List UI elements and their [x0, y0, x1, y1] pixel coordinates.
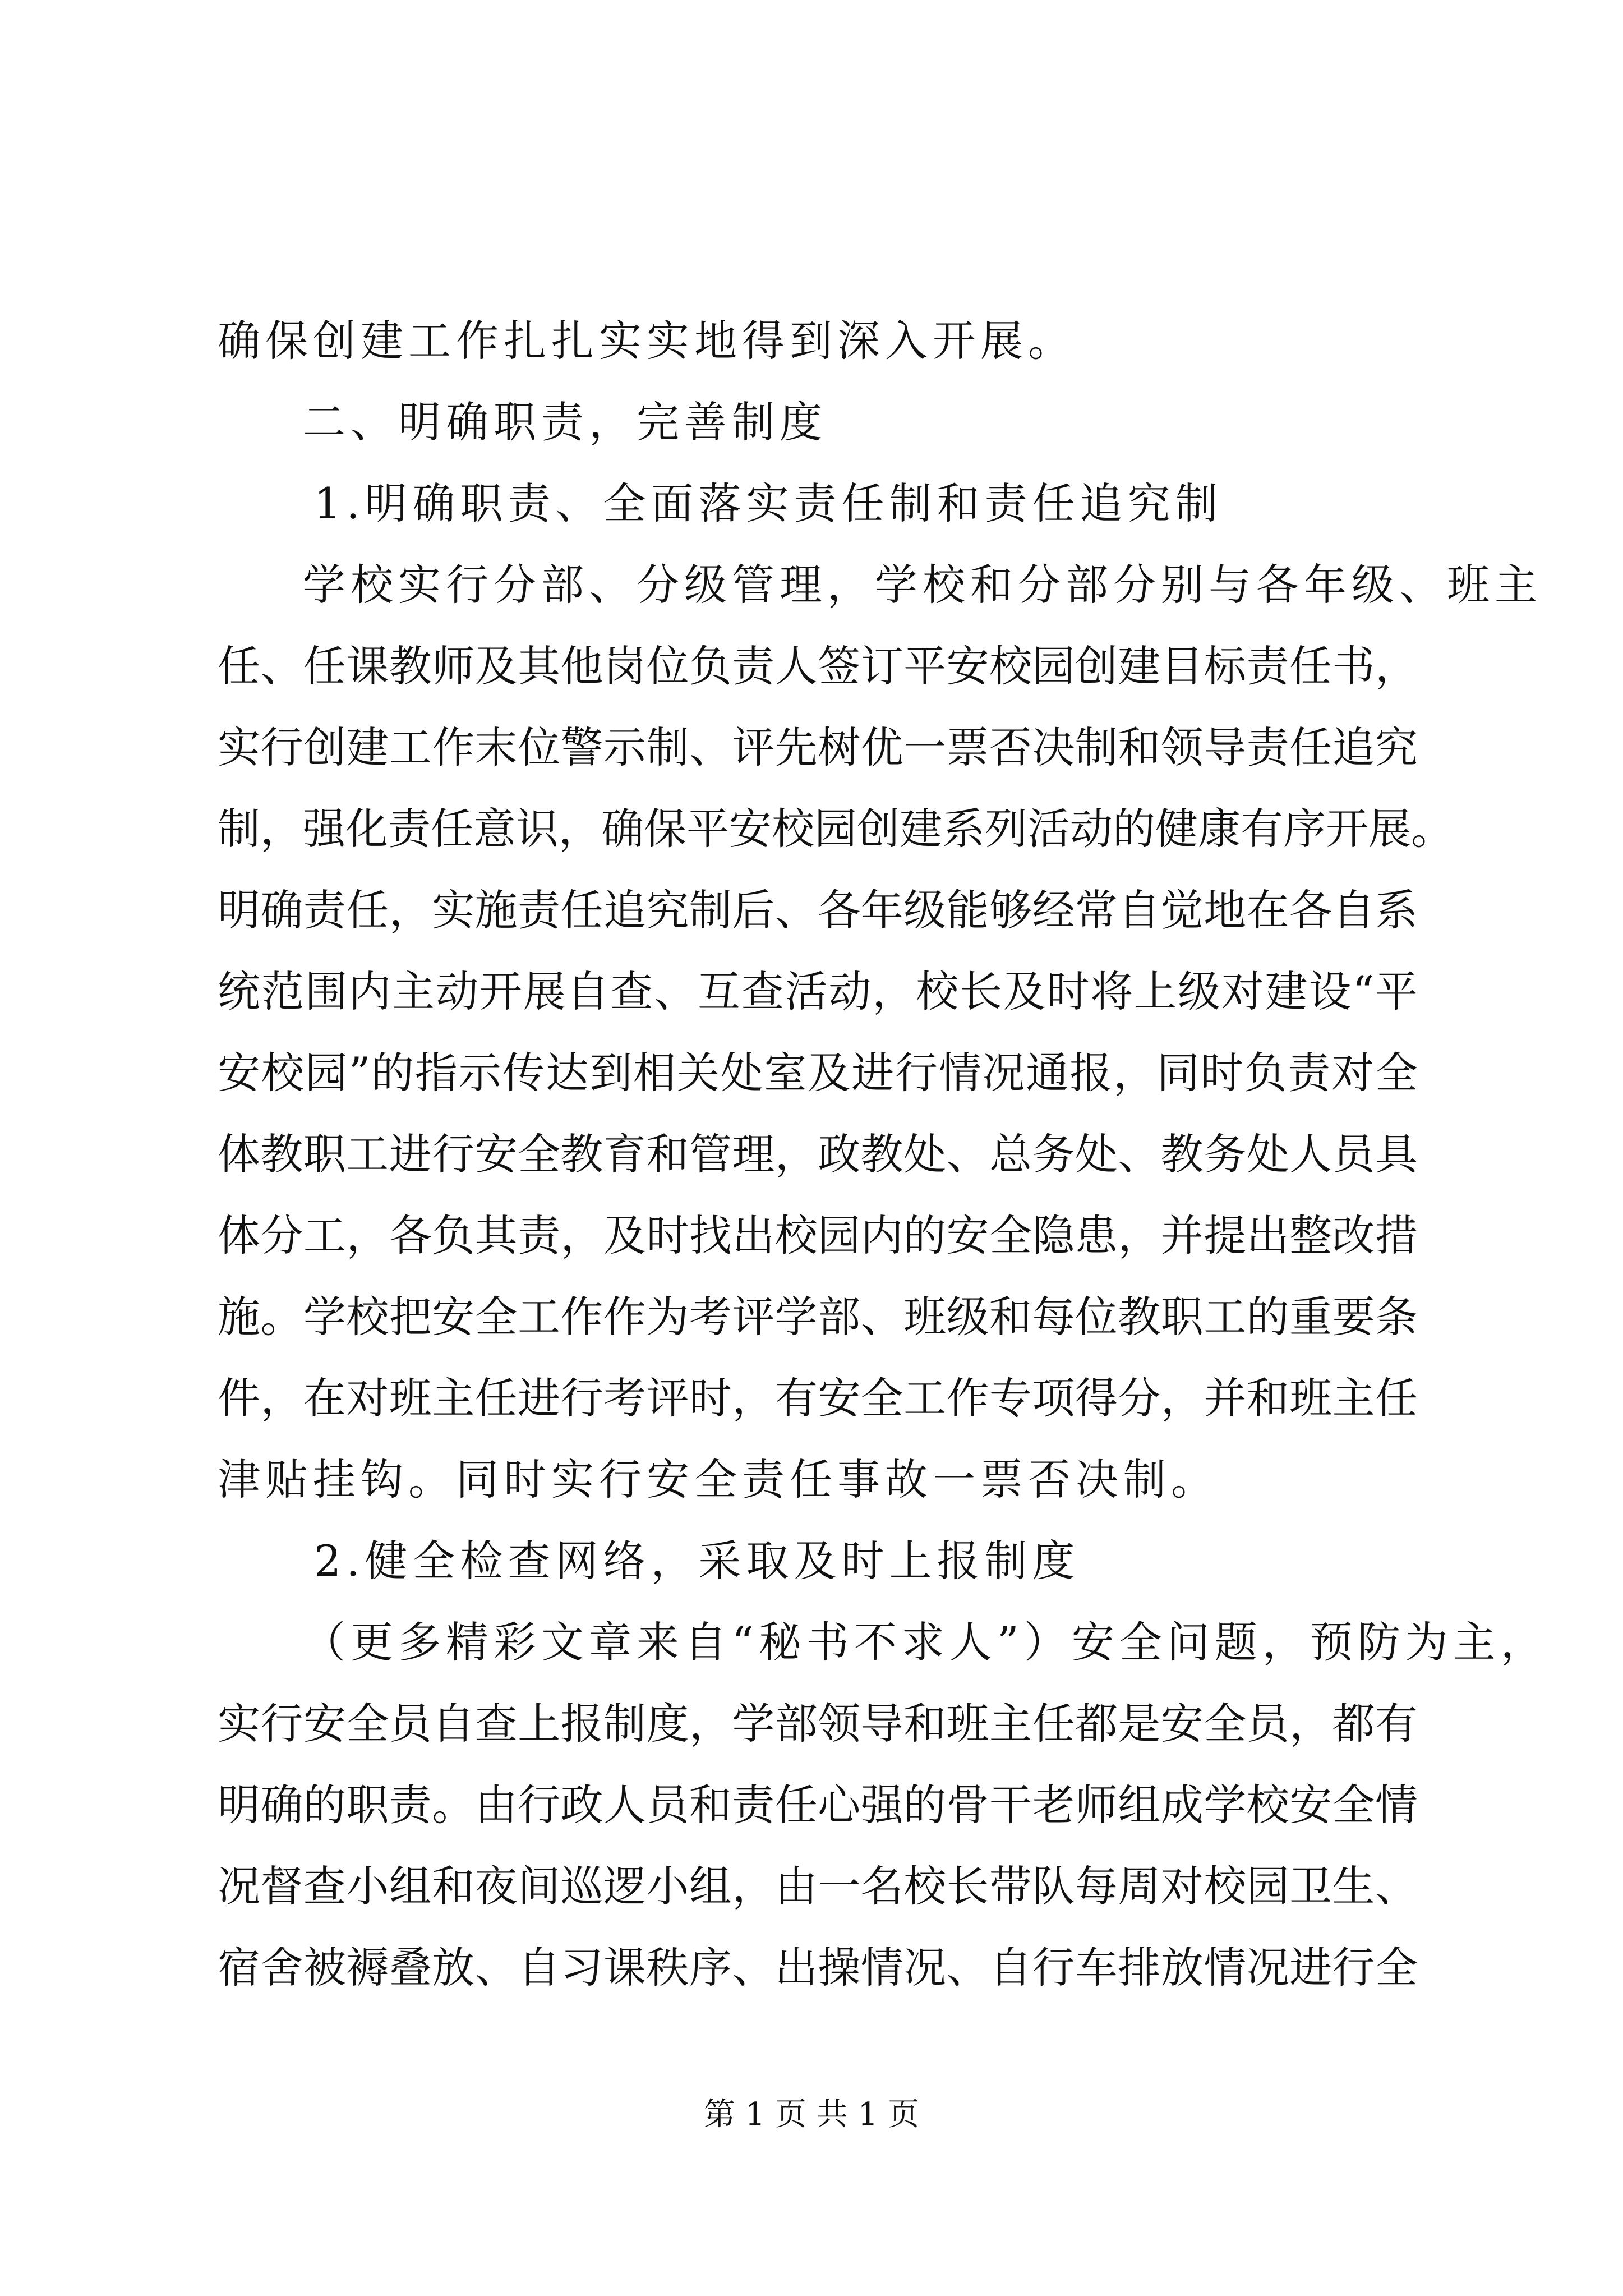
- subsection-heading: 2.健全检查网络，采取及时上报制度: [314, 1536, 1080, 1586]
- paragraph-line: 学校实行分部、分级管理，学校和分部分别与各年级、班主: [303, 560, 1542, 610]
- paragraph-line: 任、任课教师及其他岗位负责人签订平安校园创建目标责任书，: [218, 641, 1418, 691]
- paragraph-line: 制，强化责任意识，确保平安校园创建系列活动的健康有序开展。: [218, 804, 1454, 854]
- paragraph-line: 明确责任，实施责任追究制后、各年级能够经常自觉地在各自系: [218, 885, 1418, 935]
- section-heading: 二、明确职责，完善制度: [303, 397, 827, 447]
- paragraph-line: 件，在对班主任进行考评时，有安全工作专项得分，并和班主任: [218, 1373, 1418, 1423]
- paragraph-line: 体分工，各负其责，及时找出校园内的安全隐患，并提出整改措: [218, 1211, 1418, 1260]
- paragraph-line: 宿舍被褥叠放、自习课秩序、出操情况、自行车排放情况进行全: [218, 1943, 1418, 1993]
- paragraph-line: 施。学校把安全工作作为考评学部、班级和每位教职工的重要条: [218, 1292, 1418, 1342]
- page-footer: 第 1 页 共 1 页: [703, 2096, 920, 2133]
- paragraph-line: 况督查小组和夜间巡逻小组，由一名校长带队每周对校园卫生、: [218, 1861, 1418, 1911]
- paragraph-line: 实行安全员自查上报制度，学部领导和班主任都是安全员，都有: [218, 1699, 1418, 1749]
- paragraph-line: 津贴挂钩。同时实行安全责任事故一票否决制。: [218, 1455, 1219, 1504]
- paragraph-line: 安校园”的指示传达到相关处室及进行情况通报，同时负责对全: [218, 1048, 1418, 1098]
- paragraph-line: 确保创建工作扎扎实实地得到深入开展。: [218, 316, 1076, 366]
- paragraph-line: 统范围内主动开展自查、互查活动，校长及时将上级对建设“平: [218, 967, 1418, 1016]
- paragraph-line: （更多精彩文章来自“秘书不求人”）安全问题，预防为主，: [303, 1617, 1548, 1667]
- paragraph-line: 明确的职责。由行政人员和责任心强的骨干老师组成学校安全情: [218, 1780, 1418, 1830]
- paragraph-line: 实行创建工作末位警示制、评先树优一票否决制和领导责任追究: [218, 723, 1418, 772]
- paragraph-line: 体教职工进行安全教育和管理，政教处、总务处、教务处人员具: [218, 1129, 1418, 1179]
- subsection-heading: 1.明确职责、全面落实责任制和责任追究制: [314, 478, 1223, 528]
